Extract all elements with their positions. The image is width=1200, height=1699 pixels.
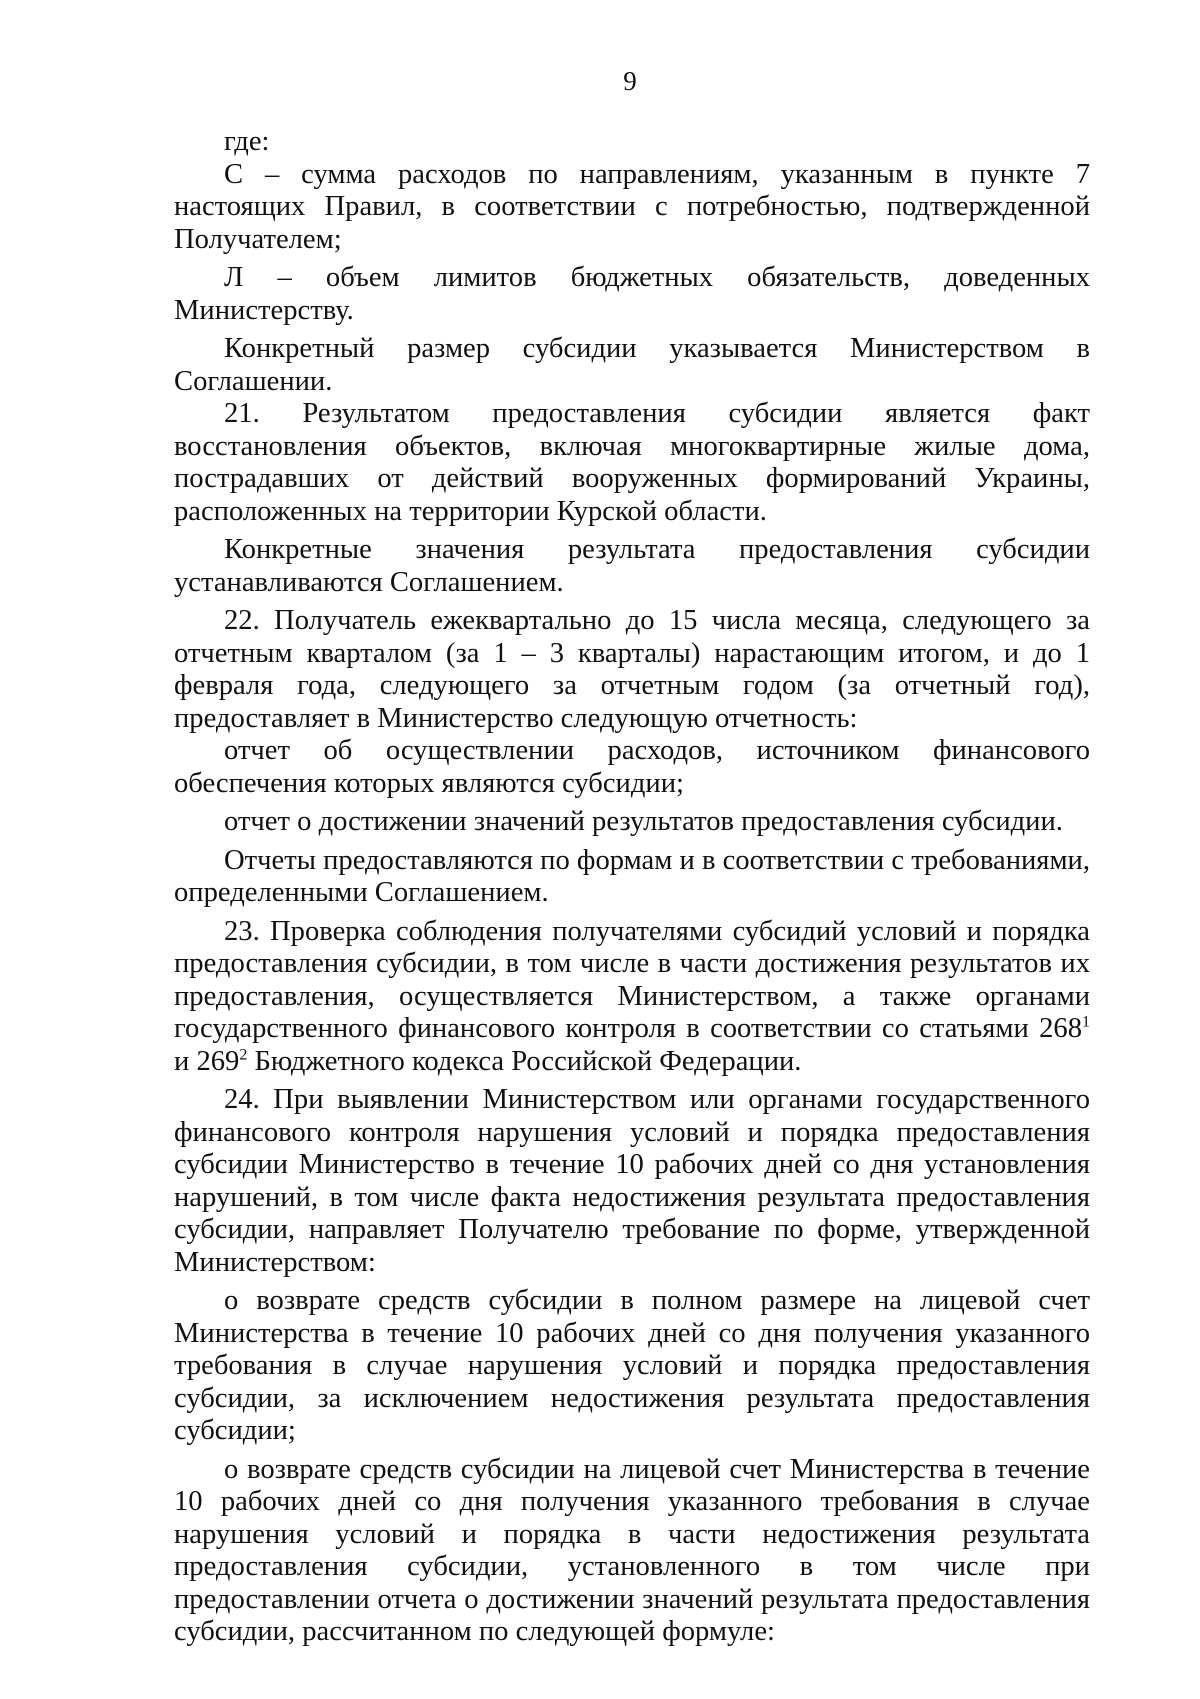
paragraph-subsidy-size: Конкретный размер субсидии указывается Министерством в Соглашении. <box>174 333 1090 397</box>
paragraph-21-result: 21. Результатом предоставления субсидии является факт восстановления объектов, включая многоквартирные жилые дома, пострадавших от действий вооруженных формирований Украины, расположенных на территории Курской области. <box>174 398 1090 527</box>
paragraph-where: где: <box>224 126 270 157</box>
paragraph-result-values: Конкретные значения результата предоставления субсидии устанавливаются Соглашением. <box>174 534 1090 598</box>
page-number: 9 <box>623 66 637 96</box>
paragraph-expense-report: отчет об осуществлении расходов, источником финансового обеспечения которых являются субсидии; <box>174 735 1090 799</box>
article-268-superscript: 1 <box>1082 1013 1090 1031</box>
paragraph-partial-refund: о возврате средств субсидии на лицевой счет Министерства в течение 10 рабочих дней со дня получения указанного требования в случае нарушения условий и порядка в части недостижения результата предоставления субсидии, установленного в том числе при предоставлении отчета о достижении значений результата предоставления субсидии, рассчитанном по следующей формуле: <box>174 1453 1090 1647</box>
document-body <box>174 126 1090 1649</box>
paragraph-23-verification <box>174 916 1090 1079</box>
paragraph-full-refund: о возврате средств субсидии в полном размере на лицевой счет Министерства в течение 10 рабочих дней со дня получения указанного требования в случае нарушения условий и порядка предоставления субсидии, за исключением недостижения результата предоставления субсидии; <box>174 1285 1090 1446</box>
paragraph-23-text-end: Бюджетного кодекса Российской Федерации. <box>247 1045 802 1077</box>
paragraph-24-violations: 24. При выявлении Министерством или органами государственного финансового контроля нарушения условий и порядка предоставления субсидии Министерство в течение 10 рабочих дней со дня установления нарушений, в том числе факта недостижения результата предоставления субсидии, направляет Получателю требование по форме, утвержденной Министерством: <box>174 1084 1090 1278</box>
paragraph-23-text-middle: и 269 <box>174 1045 240 1077</box>
paragraph-l-definition: Л – объем лимитов бюджетных обязательств, доведенных Министерству. <box>174 262 1090 326</box>
article-269-superscript: 2 <box>239 1045 248 1063</box>
paragraph-c-definition: С – сумма расходов по направлениям, указанным в пункте 7 настоящих Правил, в соответствии с потребностью, подтвержденной Получателем; <box>174 158 1090 255</box>
paragraph-report-forms: Отчеты предоставляются по формам и в соответствии с требованиями, определенными Соглашением. <box>174 844 1090 908</box>
paragraph-23-text-start: 23. Проверка соблюдения получателями субсидий условий и порядка предоставления субсидии, в том числе в части достижения результатов их предоставления, осуществляется Министерством, а также органами государственного финансового контроля в соответствии со статьями 268 <box>174 915 1090 1044</box>
paragraph-22-reporting: 22. Получатель ежеквартально до 15 числа месяца, следующего за отчетным кварталом (за 1 – 3 кварталы) нарастающим итогом, и до 1 февраля года, следующего за отчетным годом (за отчетный год), предоставляет в Министерство следующую отчетность: <box>174 605 1090 734</box>
paragraph-results-report: отчет о достижении значений результатов предоставления субсидии. <box>224 806 1063 837</box>
